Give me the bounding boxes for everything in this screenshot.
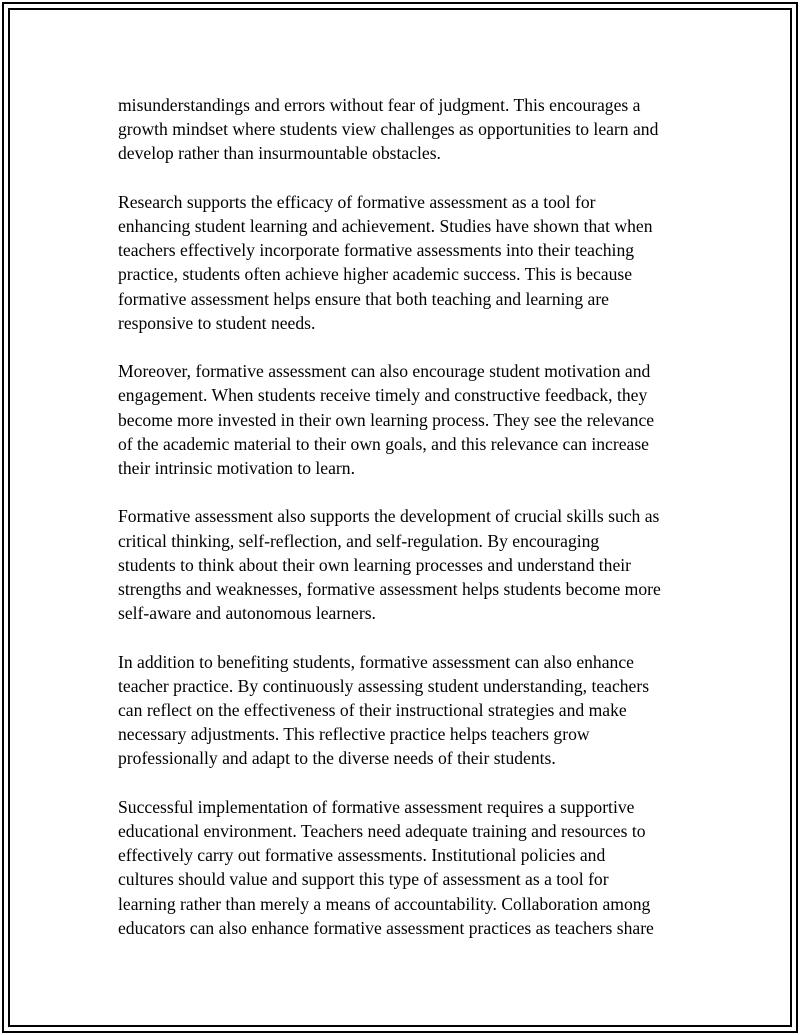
- text-line: necessary adjustments. This reflective practice helps teachers grow: [118, 724, 590, 745]
- text-line: formative assessment helps ensure that both teaching and learning are: [118, 288, 609, 309]
- text-line: educational environment. Teachers need adequate training and resources to: [118, 821, 646, 842]
- paragraph-4: [118, 504, 698, 625]
- paragraph-2: [118, 190, 698, 335]
- paragraph-3: [118, 359, 698, 480]
- text-line: engagement. When students receive timely and constructive feedback, they: [118, 385, 648, 406]
- text-line: In addition to benefiting students, formative assessment can also enhance: [118, 651, 634, 672]
- text-line: educators can also enhance formative assessment practices as teachers share: [118, 917, 654, 938]
- text-line: Research supports the efficacy of formative assessment as a tool for: [118, 191, 596, 212]
- text-line: their intrinsic motivation to learn.: [118, 458, 355, 479]
- text-line: strengths and weaknesses, formative assessment helps students become more: [118, 579, 661, 600]
- text-line: Moreover, formative assessment can also encourage student motivation and: [118, 361, 651, 382]
- text-line: Formative assessment also supports the development of crucial skills such as: [118, 506, 660, 527]
- text-line: enhancing student learning and achievement. Studies have shown that when: [118, 216, 653, 236]
- text-line: responsive to student needs.: [118, 312, 316, 333]
- text-line: students to think about their own learning processes and understand their: [118, 554, 632, 575]
- text-line: learning rather than merely a means of accountability. Collaboration among: [118, 893, 651, 914]
- text-line: critical thinking, self-reflection, and self-regulation. By encouraging: [118, 530, 600, 551]
- text-line: Successful implementation of formative assessment requires a supportive: [118, 796, 635, 817]
- text-line: practice, students often achieve higher academic success. This is because: [118, 264, 633, 285]
- text-line: teachers effectively incorporate formative assessments into their teaching: [118, 240, 635, 261]
- text-line: become more invested in their own learning process. They see the relevance: [118, 409, 655, 430]
- text-line: can reflect on the effectiveness of their instructional strategies and make: [118, 700, 627, 721]
- text-line: effectively carry out formative assessments. Institutional policies and: [118, 845, 606, 866]
- paragraph-6: [118, 795, 698, 940]
- text-line: of the academic material to their own goals, and this relevance can increase: [118, 433, 649, 454]
- text-line: misunderstandings and errors without fear of judgment. This encourages a: [118, 95, 641, 115]
- text-line: growth mindset where students view challenges as opportunities to learn and: [118, 119, 659, 140]
- text-line: professionally and adapt to the diverse needs of their students.: [118, 748, 556, 769]
- text-line: cultures should value and support this type of assessment as a tool for: [118, 869, 609, 890]
- paragraph-1: [118, 93, 698, 166]
- text-line: teacher practice. By continuously assessing student understanding, teachers: [118, 675, 650, 696]
- document-body: [118, 93, 698, 964]
- paragraph-5: [118, 650, 698, 771]
- text-line: self-aware and autonomous learners.: [118, 603, 376, 624]
- text-line: develop rather than insurmountable obstacles.: [118, 143, 441, 164]
